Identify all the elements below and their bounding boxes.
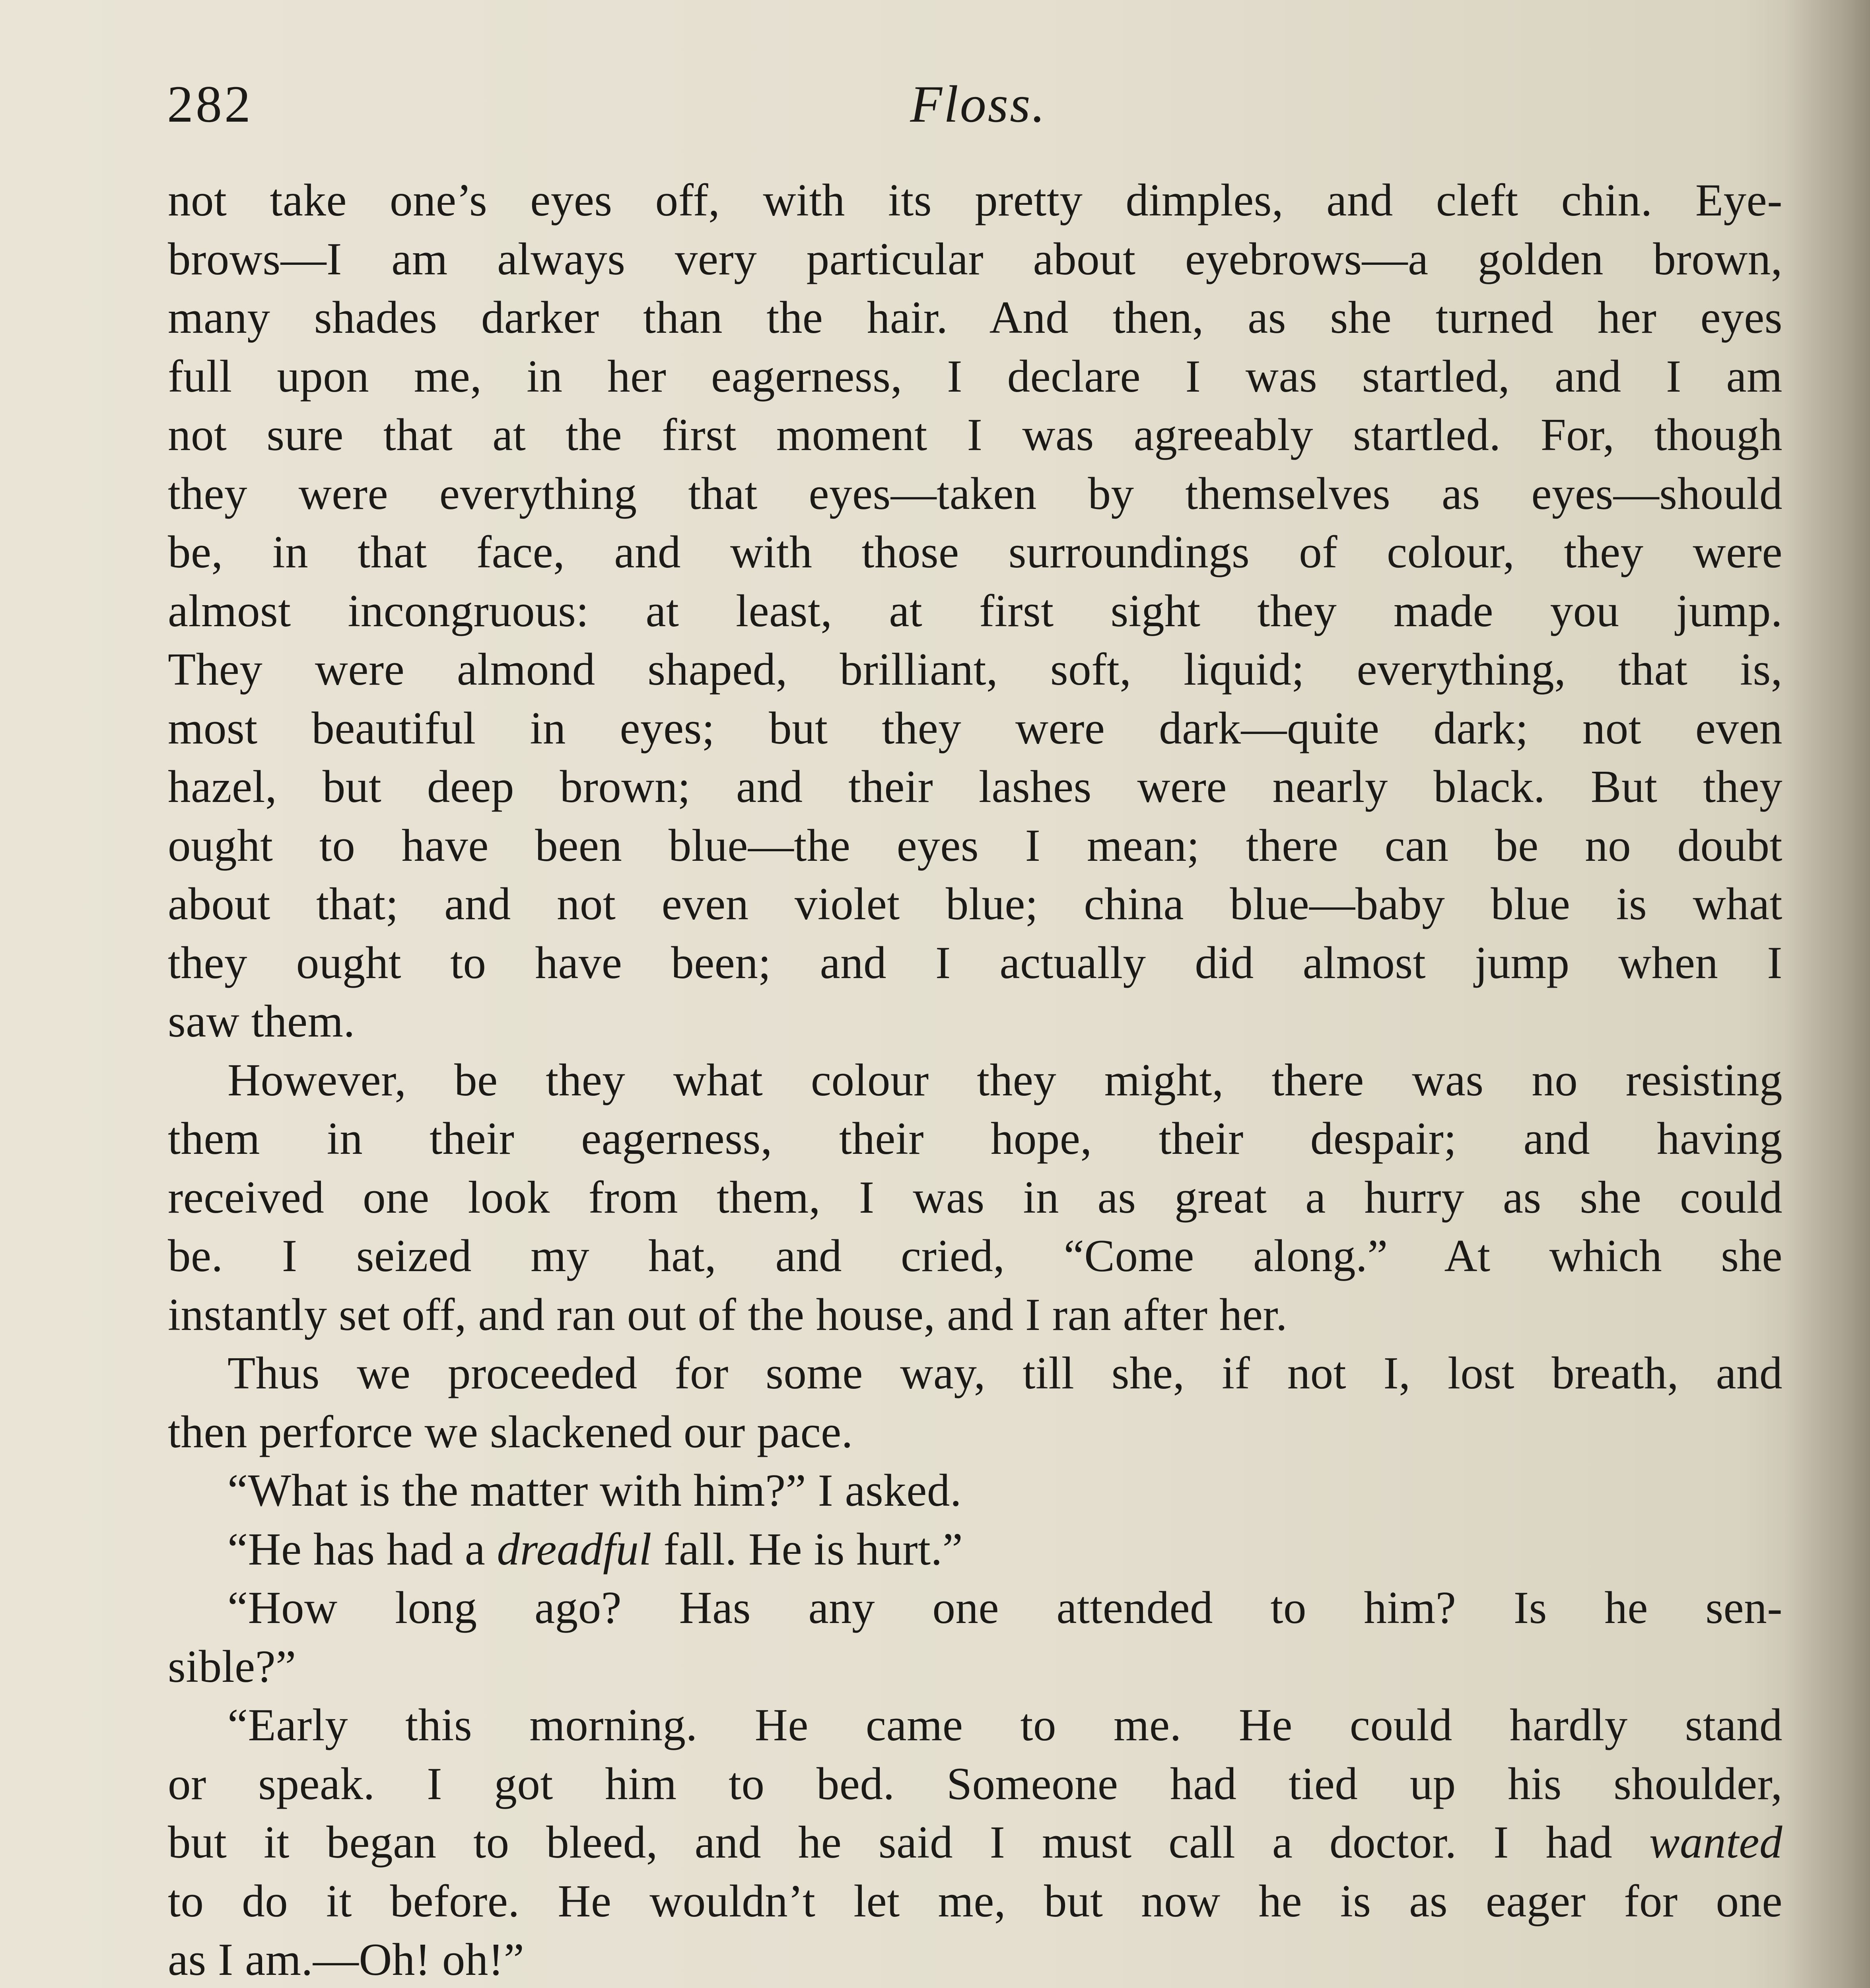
body-text <box>168 171 1783 1988</box>
text-line: almost incongruous: at least, at first sight they made you jump. <box>168 585 1783 636</box>
text-line: brows—I am always very particular about eyebrows—a golden brown, <box>168 233 1783 284</box>
text-line: to do it before. He wouldn’t let me, but now he is as eager for one <box>168 1875 1783 1926</box>
text-line: “What is the matter with him?” I asked. <box>227 1465 962 1516</box>
text-line: or speak. I got him to bed. Someone had tied up his shoulder, <box>168 1758 1783 1809</box>
running-head: Floss. <box>910 75 1047 133</box>
text-line: then perforce we slackened our pace. <box>168 1406 853 1457</box>
page-gutter-shadow <box>1786 0 1870 1988</box>
text-line: many shades darker than the hair. And then, as she turned her eyes <box>168 292 1783 343</box>
text-line: them in their eagerness, their hope, their despair; and having <box>168 1113 1783 1164</box>
text-line: full upon me, in her eagerness, I declare I was startled, and I am <box>168 351 1783 402</box>
text-line: instantly set off, and ran out of the house, and I ran after her. <box>168 1289 1288 1340</box>
text-line: be. I seized my hat, and cried, “Come along.” At which she <box>168 1231 1783 1281</box>
text-line: received one look from them, I was in as great a hurry as she could <box>168 1172 1783 1223</box>
emphasis-text: wanted <box>1649 1817 1783 1868</box>
text-line: However, be they what colour they might, there was no resisting <box>227 1054 1783 1105</box>
text-line: most beautiful in eyes; but they were dark—quite dark; not even <box>168 703 1783 753</box>
text-line: They were almond shaped, brilliant, soft, liquid; everything, that is, <box>168 644 1783 695</box>
text-line: they ought to have been; and I actually did almost jump when I <box>168 937 1783 988</box>
text-line: ought to have been blue—the eyes I mean; there can be no doubt <box>168 820 1783 871</box>
text-line: not take one’s eyes off, with its pretty dimples, and cleft chin. Eye- <box>168 175 1783 225</box>
text-line: not sure that at the first moment I was agreeably startled. For, though <box>168 410 1783 460</box>
text-line: “He has had a dreadful fall. He is hurt.” <box>227 1524 963 1574</box>
text-line: about that; and not even violet blue; china blue—baby blue is what <box>168 879 1783 929</box>
text-line: as I am.—Oh! oh!” <box>168 1934 525 1985</box>
text-line: saw them. <box>168 996 355 1046</box>
text-line: “How long ago? Has any one attended to him? Is he sen- <box>227 1582 1783 1633</box>
text-line: be, in that face, and with those surroundings of colour, they were <box>168 527 1783 577</box>
text-line: but it began to bleed, and he said I must call a doctor. I had wanted <box>168 1817 1783 1868</box>
page-number: 282 <box>167 75 253 133</box>
text-line: sible?” <box>168 1641 296 1692</box>
text-line: they were everything that eyes—taken by themselves as eyes—should <box>168 468 1783 519</box>
text-line: hazel, but deep brown; and their lashes were nearly black. But they <box>168 761 1783 812</box>
text-line: “Early this morning. He came to me. He could hardly stand <box>227 1700 1783 1750</box>
text-line: Thus we proceeded for some way, till she, if not I, lost breath, and <box>227 1348 1783 1398</box>
page-header <box>167 74 1790 149</box>
emphasis-text: dreadful <box>497 1524 652 1574</box>
